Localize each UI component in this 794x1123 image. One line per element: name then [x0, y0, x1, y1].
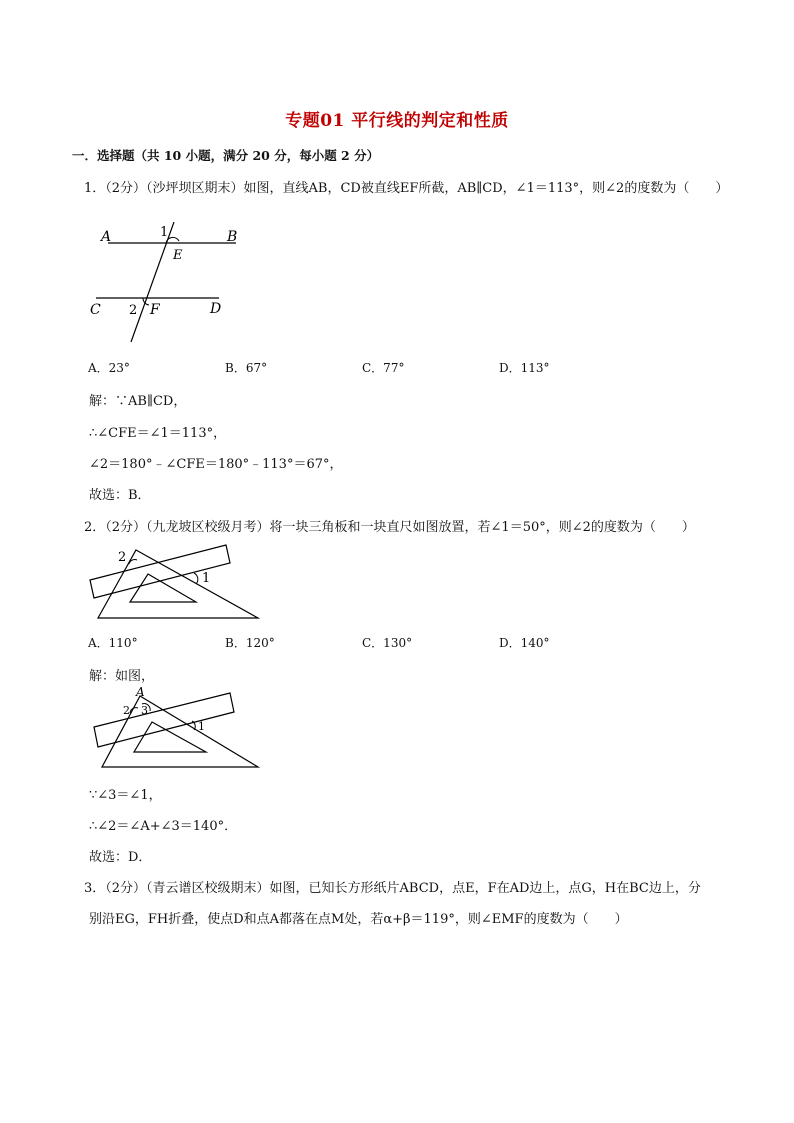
solution-2-intro: 解：如图，	[89, 669, 155, 684]
label-angle-2: 2	[123, 704, 130, 717]
option-d: D．140°	[499, 636, 550, 650]
question-1-options	[88, 359, 648, 376]
option-b: B．67°	[225, 361, 268, 375]
solution-1-line-3: ∠2＝180°﹣∠CFE＝180°﹣113°＝67°，	[89, 457, 343, 472]
option-d: D．113°	[499, 361, 550, 375]
label-angle-3: 3	[141, 704, 148, 717]
label-angle-1: 1	[202, 571, 211, 586]
solution-1-line-1: 解：∵AB∥CD，	[89, 394, 187, 409]
option-c: C．130°	[362, 636, 413, 650]
label-e: E	[173, 248, 183, 263]
solution-1-answer: 故选：B．	[89, 488, 151, 503]
solution-2-answer: 故选：D．	[89, 850, 152, 865]
question-1-stem: 1．（2分）（沙坪坝区期末）如图，直线AB，CD被直线EF所截，AB∥CD，∠1＝113°，则∠2的度数为（ ）	[84, 181, 729, 196]
label-d: D	[210, 301, 222, 317]
label-angle-2: 2	[129, 303, 138, 318]
label-angle-1: 1	[198, 720, 205, 733]
question-3-stem-line-2: 别沿EG，FH折叠，使点D和点A都落在点M处，若α+β＝119°，则∠EMF的度数为（ ）	[89, 912, 628, 927]
label-f: F	[150, 302, 160, 318]
section-heading: 一．选择题（共 10 小题，满分 20 分，每小题 2 分）	[72, 148, 380, 163]
question-2-stem: 2．（2分）（九龙坡区校级月考）将一块三角板和一块直尺如图放置，若∠1＝50°，则∠2的度数为（ ）	[84, 520, 695, 535]
label-c: C	[90, 302, 101, 318]
label-a: A	[101, 229, 112, 245]
label-angle-2: 2	[118, 550, 127, 565]
option-b: B．120°	[225, 636, 275, 650]
question-1-figure	[86, 222, 256, 350]
option-a: A．23°	[88, 361, 130, 375]
label-angle-1: 1	[160, 225, 169, 240]
question-2-figure	[86, 540, 266, 622]
option-a: A．110°	[88, 636, 138, 650]
question-2-options	[88, 634, 648, 651]
solution-1-line-2: ∴∠CFE＝∠1＝113°，	[89, 426, 227, 441]
solution-2-line-2: ∴∠2＝∠A+∠3＝140°．	[89, 819, 238, 834]
option-c: C．77°	[362, 361, 405, 375]
page-title: 专题01 平行线的判定和性质	[285, 111, 509, 131]
solution-2-line-1: ∵∠3＝∠1，	[89, 788, 162, 803]
question-3-stem-line-1: 3．（2分）（青云谱区校级期末）如图，已知长方形纸片ABCD，点E，F在AD边上，点G，H在BC边上，分	[84, 881, 701, 896]
label-b: B	[227, 229, 238, 245]
ruler	[94, 693, 234, 747]
solution-2-figure	[90, 684, 270, 772]
label-a: A	[136, 685, 145, 699]
